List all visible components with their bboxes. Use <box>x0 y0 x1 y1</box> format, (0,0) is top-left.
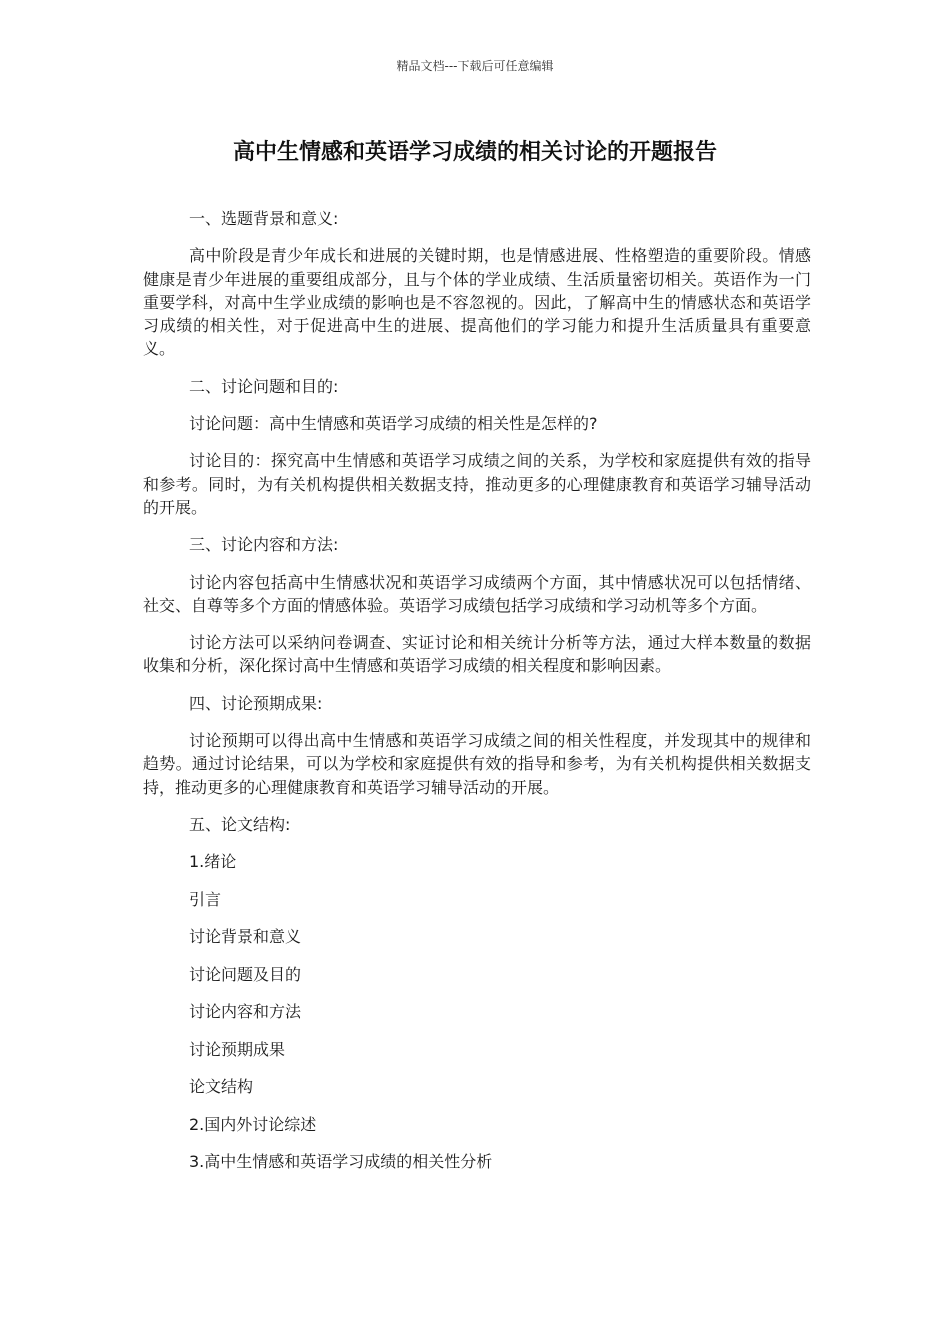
outline-item: 引言 <box>189 889 222 909</box>
outline-item: 3.高中生情感和英语学习成绩的相关性分析 <box>189 1152 493 1172</box>
outline-item: 1.绪论 <box>189 852 237 872</box>
outline-item: 讨论背景和意义 <box>189 927 302 947</box>
section-heading-methods: 三、讨论内容和方法: <box>189 535 339 555</box>
outline-item: 2.国内外讨论综述 <box>189 1114 317 1134</box>
header-note: 精品文档---下载后可任意编辑 <box>396 59 554 73</box>
section-heading-questions: 二、讨论问题和目的: <box>189 376 339 396</box>
section-heading-background: 一、选题背景和意义: <box>189 209 339 228</box>
paragraph-research-method: 讨论方法可以采纳问卷调查、实证讨论和相关统计分析等方法，通过大样本数量的数据收集和分析，深化探讨高中生情感和英语学习成绩的相关程度和影响因素。 <box>143 633 811 676</box>
paragraph-research-purpose: 讨论目的：探究高中生情感和英语学习成绩之间的关系，为学校和家庭提供有效的指导和参考。同时，为有关机构提供相关数据支持，推动更多的心理健康教育和英语学习辅导活动的开展。 <box>143 451 811 517</box>
paragraph-background: 高中阶段是青少年成长和进展的关键时期，也是情感进展、性格塑造的重要阶段。情感健康是青少年进展的重要组成部分，且与个体的学业成绩、生活质量密切相关。英语作为一门重要学科，对高中生学业成绩的影响也是不容忽视的。因此，了解高中生的情感状态和英语学习成绩的相关性，对于促进高中生的进展、提高他们的学习能力和提升生活质量具有重要意义。 <box>143 246 811 359</box>
section-heading-expected-results: 四、讨论预期成果: <box>189 693 323 713</box>
outline-item: 讨论问题及目的 <box>189 964 302 984</box>
paragraph-research-question: 讨论问题：高中生情感和英语学习成绩的相关性是怎样的? <box>189 414 598 434</box>
paragraph-expected-results: 讨论预期可以得出高中生情感和英语学习成绩之间的相关性程度，并发现其中的规律和趋势。通过讨论结果，可以为学校和家庭提供有效的指导和参考，为有关机构提供相关数据支持，推动更多的心理健康教育和英语学习辅导活动的开展。 <box>143 731 811 797</box>
document-title: 高中生情感和英语学习成绩的相关讨论的开题报告 <box>232 140 717 165</box>
outline-item: 讨论内容和方法 <box>189 1002 302 1022</box>
section-heading-structure: 五、论文结构: <box>189 814 291 834</box>
outline-item: 论文结构 <box>189 1077 254 1097</box>
document-body <box>143 207 811 1188</box>
outline-item: 讨论预期成果 <box>189 1039 286 1059</box>
paragraph-research-content: 讨论内容包括高中生情感状况和英语学习成绩两个方面，其中情感状况可以包括情绪、社交、自尊等多个方面的情感体验。英语学习成绩包括学习成绩和学习动机等多个方面。 <box>143 572 811 615</box>
